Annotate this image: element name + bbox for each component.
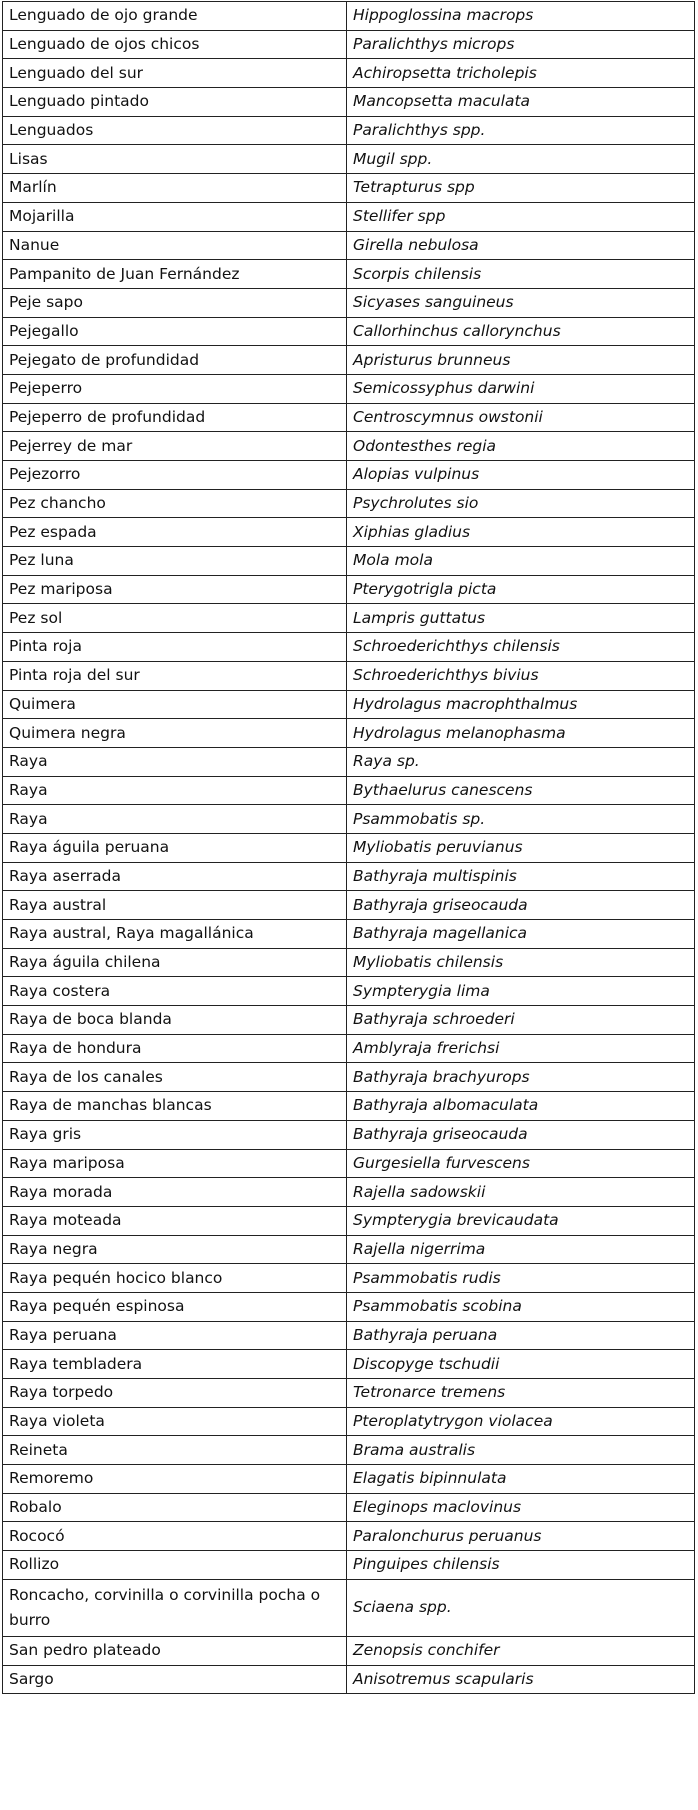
common-name-cell: Roncacho, corvinilla o corvinilla pocha o burro [3,1579,347,1636]
common-name-cell: Raya austral [3,891,347,920]
common-name-cell: Pejegato de profundidad [3,346,347,375]
table-row [3,1665,695,1694]
common-name-cell: Raya de boca blanda [3,1006,347,1035]
scientific-name-cell: Zenopsis conchifer [347,1636,695,1665]
common-name-cell: Raya moteada [3,1206,347,1235]
common-name-cell: Raya aserrada [3,862,347,891]
common-name-cell: Raya mariposa [3,1149,347,1178]
common-name-cell: Pejeperro [3,374,347,403]
scientific-name-cell: Hippoglossina macrops [347,2,695,31]
table-row [3,174,695,203]
scientific-name-cell: Bathyraja griseocauda [347,891,695,920]
scientific-name-cell: Mola mola [347,547,695,576]
scientific-name-cell: Hydrolagus macrophthalmus [347,690,695,719]
scientific-name-cell: Girella nebulosa [347,231,695,260]
scientific-name-cell: Callorhinchus callorynchus [347,317,695,346]
table-row [3,1292,695,1321]
common-name-cell: Raya [3,776,347,805]
scientific-name-cell: Tetronarce tremens [347,1379,695,1408]
table-row [3,690,695,719]
common-name-cell: Pejeperro de profundidad [3,403,347,432]
common-name-cell: Lenguado del sur [3,59,347,88]
table-row [3,30,695,59]
scientific-name-cell: Amblyraja frerichsi [347,1034,695,1063]
scientific-name-cell: Schroederichthys bivius [347,661,695,690]
common-name-cell: Pez luna [3,547,347,576]
scientific-name-cell: Pinguipes chilensis [347,1551,695,1580]
table-row [3,1465,695,1494]
scientific-name-cell: Sciaena spp. [347,1579,695,1636]
table-row [3,461,695,490]
common-name-cell: Raya gris [3,1120,347,1149]
common-name-cell: Raya águila peruana [3,833,347,862]
table-row [3,2,695,31]
scientific-name-cell: Bathyraja peruana [347,1321,695,1350]
common-name-cell: Raya morada [3,1178,347,1207]
scientific-name-cell: Sicyases sanguineus [347,288,695,317]
table-row [3,805,695,834]
scientific-name-cell: Mugil spp. [347,145,695,174]
scientific-name-cell: Myliobatis chilensis [347,948,695,977]
scientific-name-cell: Bathyraja schroederi [347,1006,695,1035]
common-name-cell: Sargo [3,1665,347,1694]
common-name-cell: Pampanito de Juan Fernández [3,260,347,289]
common-name-cell: Pejegallo [3,317,347,346]
table-row [3,403,695,432]
table-row [3,1636,695,1665]
table-row [3,288,695,317]
scientific-name-cell: Odontesthes regia [347,432,695,461]
table-row [3,891,695,920]
common-name-cell: Raya águila chilena [3,948,347,977]
scientific-name-cell: Elagatis bipinnulata [347,1465,695,1494]
common-name-cell: Raya de hondura [3,1034,347,1063]
scientific-name-cell: Schroederichthys chilensis [347,633,695,662]
table-row [3,1206,695,1235]
table-row [3,747,695,776]
common-name-cell: Pinta roja [3,633,347,662]
table-row [3,1493,695,1522]
common-name-cell: Raya [3,805,347,834]
common-name-cell: Nanue [3,231,347,260]
scientific-name-cell: Tetrapturus spp [347,174,695,203]
scientific-name-cell: Raya sp. [347,747,695,776]
table-row [3,317,695,346]
common-name-cell: Raya violeta [3,1407,347,1436]
scientific-name-cell: Bathyraja multispinis [347,862,695,891]
table-row [3,1178,695,1207]
common-name-cell: Marlín [3,174,347,203]
common-name-cell: Raya de manchas blancas [3,1092,347,1121]
table-row [3,1264,695,1293]
scientific-name-cell: Scorpis chilensis [347,260,695,289]
scientific-name-cell: Gurgesiella furvescens [347,1149,695,1178]
table-row [3,1436,695,1465]
table-row [3,920,695,949]
table-row [3,1407,695,1436]
scientific-name-cell: Pteroplatytrygon violacea [347,1407,695,1436]
common-name-cell: Pejerrey de mar [3,432,347,461]
species-table-body [3,2,695,1694]
common-name-cell: Raya austral, Raya magallánica [3,920,347,949]
scientific-name-cell: Bathyraja albomaculata [347,1092,695,1121]
table-row [3,1522,695,1551]
table-row [3,719,695,748]
scientific-name-cell: Anisotremus scapularis [347,1665,695,1694]
common-name-cell: Raya pequén hocico blanco [3,1264,347,1293]
scientific-name-cell: Sympterygia brevicaudata [347,1206,695,1235]
common-name-cell: Reineta [3,1436,347,1465]
table-row [3,518,695,547]
common-name-cell: Peje sapo [3,288,347,317]
table-row [3,202,695,231]
scientific-name-cell: Discopyge tschudii [347,1350,695,1379]
scientific-name-cell: Xiphias gladius [347,518,695,547]
scientific-name-cell: Alopias vulpinus [347,461,695,490]
common-name-cell: Lenguado pintado [3,88,347,117]
table-row [3,231,695,260]
table-row [3,1350,695,1379]
table-row [3,633,695,662]
table-row [3,432,695,461]
table-row [3,260,695,289]
table-row [3,1235,695,1264]
common-name-cell: Rococó [3,1522,347,1551]
scientific-name-cell: Bathyraja brachyurops [347,1063,695,1092]
common-name-cell: Remoremo [3,1465,347,1494]
scientific-name-cell: Bythaelurus canescens [347,776,695,805]
table-row [3,1006,695,1035]
table-row [3,88,695,117]
table-row [3,346,695,375]
common-name-cell: Raya peruana [3,1321,347,1350]
common-name-cell: Raya tembladera [3,1350,347,1379]
table-row [3,1379,695,1408]
common-name-cell: Lenguado de ojo grande [3,2,347,31]
common-name-cell: San pedro plateado [3,1636,347,1665]
table-row [3,59,695,88]
table-row [3,776,695,805]
table-row [3,575,695,604]
scientific-name-cell: Bathyraja griseocauda [347,1120,695,1149]
table-row [3,489,695,518]
common-name-cell: Pez espada [3,518,347,547]
table-row [3,145,695,174]
scientific-name-cell: Psammobatis rudis [347,1264,695,1293]
common-name-cell: Pez sol [3,604,347,633]
common-name-cell: Raya negra [3,1235,347,1264]
scientific-name-cell: Psammobatis scobina [347,1292,695,1321]
common-name-cell: Lenguado de ojos chicos [3,30,347,59]
scientific-name-cell: Rajella nigerrima [347,1235,695,1264]
table-row [3,1120,695,1149]
table-row [3,1579,695,1636]
common-name-cell: Rollizo [3,1551,347,1580]
species-table [2,1,695,1694]
table-row [3,862,695,891]
common-name-cell: Quimera [3,690,347,719]
table-row [3,1092,695,1121]
table-row [3,1149,695,1178]
common-name-cell: Robalo [3,1493,347,1522]
scientific-name-cell: Brama australis [347,1436,695,1465]
scientific-name-cell: Mancopsetta maculata [347,88,695,117]
common-name-cell: Raya de los canales [3,1063,347,1092]
scientific-name-cell: Eleginops maclovinus [347,1493,695,1522]
scientific-name-cell: Psammobatis sp. [347,805,695,834]
scientific-name-cell: Paralonchurus peruanus [347,1522,695,1551]
common-name-cell: Raya pequén espinosa [3,1292,347,1321]
scientific-name-cell: Rajella sadowskii [347,1178,695,1207]
scientific-name-cell: Bathyraja magellanica [347,920,695,949]
scientific-name-cell: Lampris guttatus [347,604,695,633]
scientific-name-cell: Apristurus brunneus [347,346,695,375]
common-name-cell: Lenguados [3,116,347,145]
scientific-name-cell: Psychrolutes sio [347,489,695,518]
scientific-name-cell: Hydrolagus melanophasma [347,719,695,748]
table-row [3,1551,695,1580]
common-name-cell: Pinta roja del sur [3,661,347,690]
table-row [3,374,695,403]
scientific-name-cell: Paralichthys spp. [347,116,695,145]
common-name-cell: Pejezorro [3,461,347,490]
scientific-name-cell: Paralichthys microps [347,30,695,59]
table-row [3,604,695,633]
scientific-name-cell: Myliobatis peruvianus [347,833,695,862]
table-row [3,1063,695,1092]
common-name-cell: Lisas [3,145,347,174]
scientific-name-cell: Sympterygia lima [347,977,695,1006]
table-row [3,1321,695,1350]
common-name-cell: Pez mariposa [3,575,347,604]
common-name-cell: Mojarilla [3,202,347,231]
common-name-cell: Raya [3,747,347,776]
table-row [3,1034,695,1063]
scientific-name-cell: Semicossyphus darwini [347,374,695,403]
table-row [3,977,695,1006]
scientific-name-cell: Stellifer spp [347,202,695,231]
common-name-cell: Quimera negra [3,719,347,748]
table-row [3,547,695,576]
scientific-name-cell: Achiropsetta tricholepis [347,59,695,88]
scientific-name-cell: Pterygotrigla picta [347,575,695,604]
table-row [3,948,695,977]
table-row [3,661,695,690]
common-name-cell: Pez chancho [3,489,347,518]
common-name-cell: Raya torpedo [3,1379,347,1408]
common-name-cell: Raya costera [3,977,347,1006]
table-row [3,116,695,145]
scientific-name-cell: Centroscymnus owstonii [347,403,695,432]
table-row [3,833,695,862]
